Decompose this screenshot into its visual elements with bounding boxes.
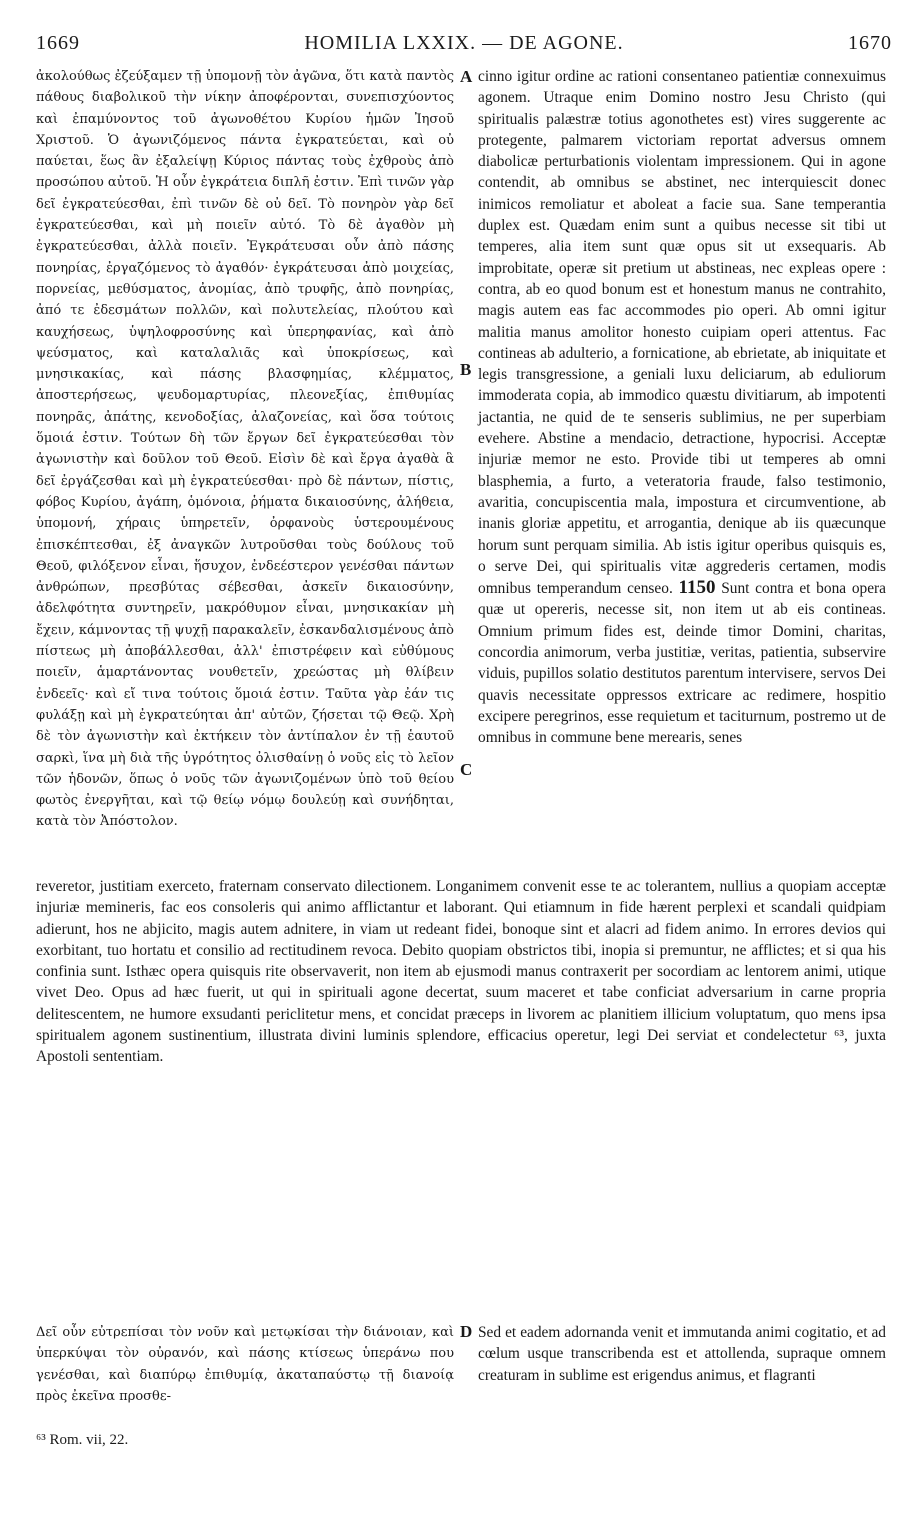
column-number: 1150 <box>678 577 716 599</box>
latin-text-part-1: cinno igitur ordine ac rationi consentaneo patientiæ connexuimus agonem. Utraque enim Domino nostro Jesu Christo (qui spiritualis palæstræ totius agonothetes est) vires suggerente ac protegente, palmarem victoriam reportat adversus omnem diabolicæ perturbationis violentam impressionem. Qui in agone contendit, ab omnibus se abstinet, nec interquiescit donec inimicos remoliatur et aboleat a facie sua. Sane temperantia duplex est. Quædam enim sunt a quibus necesse sit tibi ut temperes, alia item sunt quæ opus sit ut exsequaris. Ab improbitate, operæ sit pretium ut abstineas, nec expleas opere : contra, ab eo quod bonum est et honestum manus ne contrahito, magis autem eas fac accommodes pio operi. Ab omni igitur malitia manus amolitor honesto cuipiam operi attentus. Fac contineas ab adulterio, a fornicatione, ab ebrietate, ab iniquitate et legis transgressione, a geniali luxu deliciarum, ab eduliorum immoderata copia, ab immodico quæstu divitiarum, ab impotenti jactantia, ne quid de te senseris sublimius, ne per superbiam evehere. Abstine a mendacio, detractione, hypocrisi. Acceptæ injuriæ memor ne esto. Provide tibi ut temperes ab omni blasphemia, a furto, a veteratoria fraude, falso testimonio, avaritia, concupiscentia mala, impostura et circumventione, ab inanis gloriæ appetitu, et arrogantia, denique ab iis quæcunque horum sunt perquam similia. Ab istis igitur operibus quisquis es, o serve Dei, qui spiritualis vitæ aggrederis certamen, modis omnibus temperandum censeo. <box>478 68 886 598</box>
latin-column-1 <box>478 66 886 749</box>
page-number-left: 1669 <box>36 32 80 54</box>
page-title: HOMILIA LXXIX. — DE AGONE. <box>304 32 624 54</box>
section-marker-c: C <box>460 760 473 779</box>
latin-full-width-paragraph: reveretor, justitiam exerceto, fraternam conservato dilectionem. Longanimem convenit esse te ac tolerantem, nullius a quopiam acceptæ injuriæ memineris, fac eos consoleris qui animo afflictantur et laborant. Qui etiamnum in fide hærent perplexi et scandali quidpiam adierunt, hos ne abjicito, magis autem adnitere, in viam ut redeant fidei, bonoque sint et alacri ad fidem animo. In errores devios qui exorbitant, tuo hortatu et consilio ad rectitudinem revoca. Debito quopiam obstrictos tibi, inopia si premuntur, ne afflictes; et si qua his confinia sunt. Isthæc opera quisquis rite observaverit, non item ab ejusmodi manus contraxerit per socordiam ac lentorem animi, utique vivet Deo. Opus ad hæc fuerit, ut qui in spirituali agone decertat, suum maceret et tabe conficiat adversarium in carne propria delitescentem, ne humore exsudanti periclitetur mens, et concidat præceps in livorem ac planitiem illicium voluptatum, quo mens ipsa spiritualem agonem sustinentium, illustrata divini luminis splendore, efficacius operetur, legi Dei serviat et condelectetur ⁶³, juxta Apostoli sententiam. <box>36 878 886 1066</box>
section-marker-b: B <box>460 360 472 379</box>
running-header <box>36 32 892 58</box>
greek-column-1: ἀκολούθως ἐζεύξαμεν τῇ ὑπομονῇ τὸν ἀγῶνα, ὅτι κατὰ παντὸς πάθους διαβολικοῦ τὴν νίκην ἀποφέρονται, συνεπισχύοντος καὶ ἐπαμύνοντος τοῦ ἀγωνοθέτου Κυρίου ἡμῶν Ἰησοῦ Χριστοῦ. Ὁ ἀγωνιζόμενος πάντα ἐγκρατεύεται, καὶ οὐ παύεται, ἕως ἂν ἐξαλείψῃ Κύριος πάντας τοὺς ἐχθροὺς ἀπὸ προσώπου αὐτοῦ. Ἡ οὖν ἐγκράτεια διπλῆ ἐστιν. Ἐπὶ τινῶν γὰρ δεῖ ἐγκρατεύεσθαι, ἐπὶ τινῶν δὲ οὐ δεῖ. Τὸ πονηρὸν γὰρ δεῖ ἐγκρατεύεσθαι, καὶ μὴ ποιεῖν αὐτό. Τὸ δὲ ἀγαθὸν μὴ ἐγκρατεύεσθαι, ἀλλὰ ποιεῖν. Ἐγκράτευσαι οὖν ἀπὸ πάσης πονηρίας, ἐργαζόμενος τὸ ἀγαθόν· ἐγκράτευσαι ἀπὸ μοιχείας, πορνείας, μεθύσματος, ἀνομίας, ἀπὸ τρυφῆς, ἀπὸ πονηρίας, ἀπό τε ἐδεσμάτων πολλῶν, καὶ πολυτελείας, πλούτου καὶ καυχήσεως, ὑψηλοφροσύνης καὶ ὑπερηφανίας, καὶ ἀπὸ ψεύσματος, καὶ καταλαλιᾶς καὶ ὑποκρίσεως, καὶ μνησικακίας, καὶ πάσης βλασφημίας, κλέμματος, ἀποστερήσεως, ψευδομαρτυρίας, πλεονεξίας, ἐπιθυμίας πονηρᾶς, ἀπάτης, κενοδοξίας, ἀλαζονείας, καὶ ὅσα τούτοις ὅμοιά ἐστιν. Τούτων δὴ τῶν ἔργων δεῖ ἐγκρατεύεσθαι τὸν ἀγωνιστὴν καὶ δοῦλον τοῦ Θεοῦ. Εἰσὶν δὲ καὶ ἔργα ἀγαθὰ ἃ δεῖ ἐργάζεσθαι καὶ μὴ ἐγκρατεύεσθαι· πρὸ δὲ πάντων, πίστις, φόβος Κυρίου, ἀγάπη, ὁμόνοια, ῥήματα δικαιοσύνης, ἀλήθεια, ὑπομονή, χήραις ὑπηρετεῖν, ὀρφανοὺς ὑστερουμένους ἐπισκέπτεσθαι, ἐξ ἀναγκῶν λυτροῦσθαι τοὺς δούλους τοῦ Θεοῦ, φιλόξενον εἶναι, ἥσυχον, ἐνδεέστερον γενέσθαι πάντων ἀνθρώπων, πρεσβύτας σέβεσθαι, ἀσκεῖν δικαιοσύνην, ἀδελφότητα συντηρεῖν, μακρόθυμον εἶναι, μνησικακίαν μὴ ἔχειν, κάμνοντας τῇ ψυχῇ παρακαλεῖν, ἐσκανδαλισμένους ἀπὸ πίστεως μὴ ἀποβάλλεσθαι, ἀλλ' ἐπιστρέφειν καὶ εὐθύμους ποιεῖν, ἁμαρτάνοντας νουθετεῖν, χρεώστας μὴ θλίβειν ἐνδεεῖς· καὶ εἴ τινα τούτοις ὅμοιά ἐστιν. Ταῦτα γὰρ ἐάν τις φυλάξῃ καὶ μὴ ἐγκρατεύηται ἀπ' αὐτῶν, ζήσεται τῷ Θεῷ. Χρὴ δὲ τὸν ἀγωνιστὴν καὶ ἐκτήκειν τὸν ἀντίπαλον ἐν τῇ ἑαυτοῦ σαρκὶ, ἵνα μὴ διὰ τῆς ὑγρότητος ὀλισθαίνῃ ὁ νοῦς εἰς τὸ λεῖον τῶν ἡδονῶν, ὅπως ὁ νοῦς τῶν ἀγωνιζομένων ὑπὸ τοῦ θείου φωτὸς ἐνεργῆται, καὶ τῷ θείῳ νόμῳ δουλεύῃ καὶ συνήδηται, κατὰ τὸν Ἀπόστολον. <box>36 69 454 830</box>
section-marker-d: D <box>460 1322 473 1341</box>
latin-column-2: Sed et eadem adornanda venit et immutanda animi cogitatio, et ad cœlum usque transcribenda est et attollenda, supraque omnem creaturam in sublime est erigendus animus, et flagranti <box>478 1324 886 1384</box>
footnote: ⁶³ Rom. vii, 22. <box>36 1432 129 1448</box>
page-number-right: 1670 <box>848 32 892 54</box>
section-marker-a: A <box>460 67 473 86</box>
greek-column-2: Δεῖ οὖν εὐτρεπίσαι τὸν νοῦν καὶ μετῳκίσαι τὴν διάνοιαν, καὶ ὑπερκύψαι τὸν οὐρανόν, καὶ πάσης κτίσεως ὑπεράνω που γενέσθαι, καὶ διαπύρῳ ἐπιθυμίᾳ, ἀκαταπαύστῳ τῇ διανοίᾳ πρὸς ἐκεῖνα προσθε- <box>36 1325 454 1404</box>
latin-text-part-2: Sunt contra et bona opera quæ ut opereris, necesse sit, non item ut ab eis contineas. Omnium primum fides est, deinde timor Domini, charitas, concordia animorum, verba justitiæ, veritas, patientia, subservire viduis, pupillos solatio destitutos parentum intervisere, servos Dei quavis necessitate oppressos extricare ac redimere, hospitio excipere peregrinos, esse requietum et taciturnum, postremo ut de omnibus in commune bene merearis, senes <box>478 580 886 747</box>
